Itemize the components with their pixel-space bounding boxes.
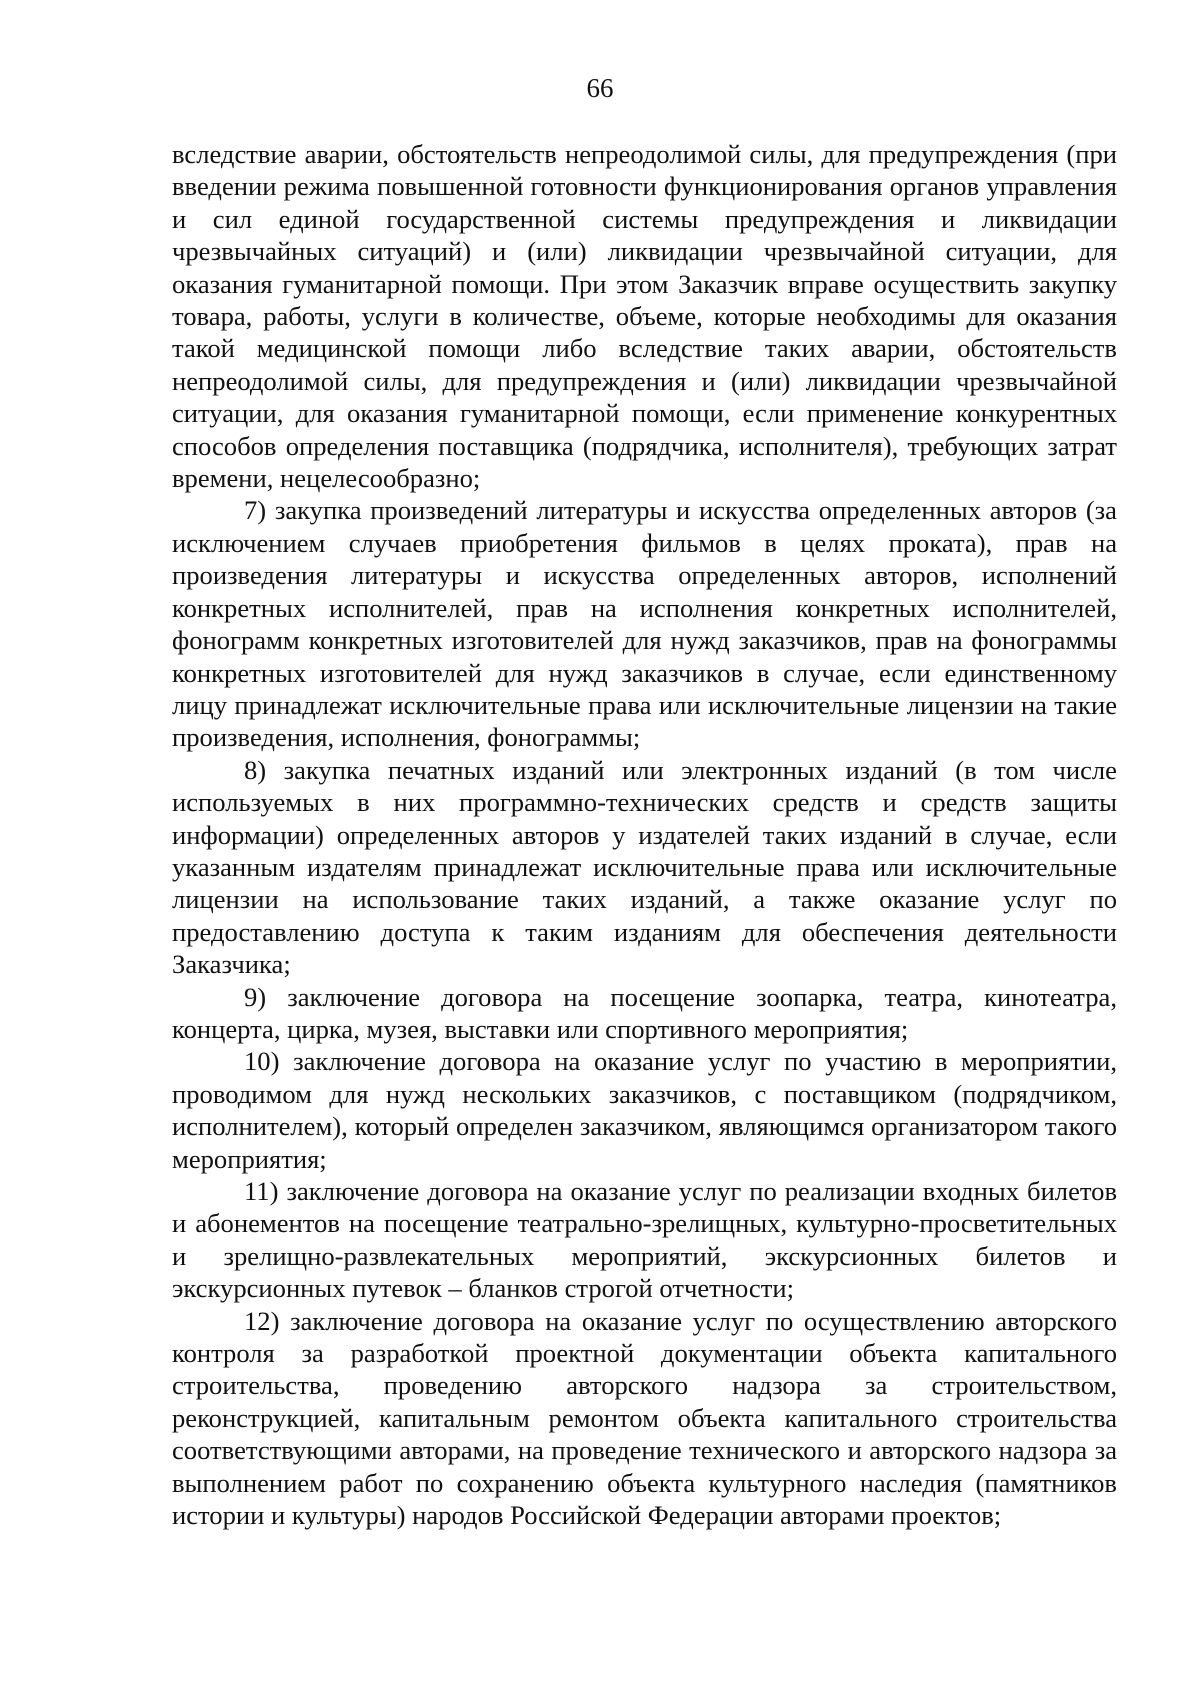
list-item-11: [172, 1175, 1117, 1305]
list-item-number: 7): [244, 495, 267, 526]
paragraph-text: вследствие аварии, обстоятельств непреодолимой силы, для предупреждения (при введении режима повышенной готовности функционирования органов управления и сил единой государственной системы предупреждения и ликвидации чрезвычайных ситуаций) и (или) ликвидации чрезвычайной ситуации, для оказания гуманитарной помощи. При этом Заказчик вправе осуществить закупку товара, работы, услуги в количестве, объеме, которые необходимы для оказания такой медицинской помощи либо вследствие таких аварии, обстоятельств непреодолимой силы, для предупреждения и (или) ликвидации чрезвычайной ситуации, для оказания гуманитарной помощи, если применение конкурентных способов определения поставщика (подрядчика, исполнителя), требующих затрат времени, нецелесообразно;: [172, 139, 1117, 494]
list-item-12: [172, 1305, 1117, 1532]
list-item-10: [172, 1045, 1117, 1175]
document-body: [172, 138, 1117, 1531]
paragraph-continuation: [172, 138, 1117, 494]
list-item-number: 8): [244, 754, 267, 785]
list-item-text: заключение договора на оказание услуг по осуществлению авторского контроля за разработкой проектной документации объекта капитального строительства, проведению авторского надзора за строительством, реконструкцией, капитальным ремонтом объекта капитального строительства соответствующими авторами, на проведение технического и авторского надзора за выполнением работ по сохранению объекта культурного наследия (памятников истории и культуры) народов Российской Федерации авторами проектов;: [172, 1305, 1117, 1531]
list-item-9: [172, 981, 1117, 1046]
list-item-number: 12): [244, 1305, 280, 1336]
list-item-number: 11): [244, 1176, 279, 1206]
list-item-text: заключение договора на оказание услуг по участию в мероприятии, проводимом для нужд нескольких заказчиков, с поставщиком (подрядчиком, исполнителем), который определен заказчиком, являющимся организатором такого мероприятия;: [172, 1046, 1117, 1174]
list-item-text: закупка печатных изданий или электронных изданий (в том числе используемых в них программно-технических средств и средств защиты информации) определенных авторов у издателей таких изданий в случае, если указанным издателям принадлежат исключительные права или исключительные лицензии на использование таких изданий, а также оказание услуг по предоставлению доступа к таким изданиям для обеспечения деятельности Заказчика;: [172, 754, 1117, 980]
list-item-7: [172, 494, 1117, 753]
list-item-number: 9): [244, 981, 267, 1012]
list-item-8: [172, 754, 1117, 981]
list-item-number: 10): [244, 1046, 280, 1077]
list-item-text: закупка произведений литературы и искусства определенных авторов (за исключением случаев приобретения фильмов в целях проката), прав на произведения литературы и искусства определенных авторов, исполнений конкретных исполнителей, прав на исполнения конкретных исполнителей, фонограмм конкретных изготовителей для нужд заказчиков, прав на фонограммы конкретных изготовителей для нужд заказчиков в случае, если единственному лицу принадлежат исключительные права или исключительные лицензии на такие произведения, исполнения, фонограммы;: [172, 495, 1117, 753]
list-item-text: заключение договора на посещение зоопарка, театра, кинотеатра, концерта, цирка, музея, выставки или спортивного мероприятия;: [172, 981, 1117, 1044]
list-item-text: заключение договора на оказание услуг по реализации входных билетов и абонементов на посещение театрально-зрелищных, культурно-просветительных и зрелищно-развлекательных мероприятий, экскурсионных билетов и экскурсионных путевок – бланков строгой отчетности;: [172, 1176, 1117, 1304]
page-number: 66: [586, 73, 614, 103]
